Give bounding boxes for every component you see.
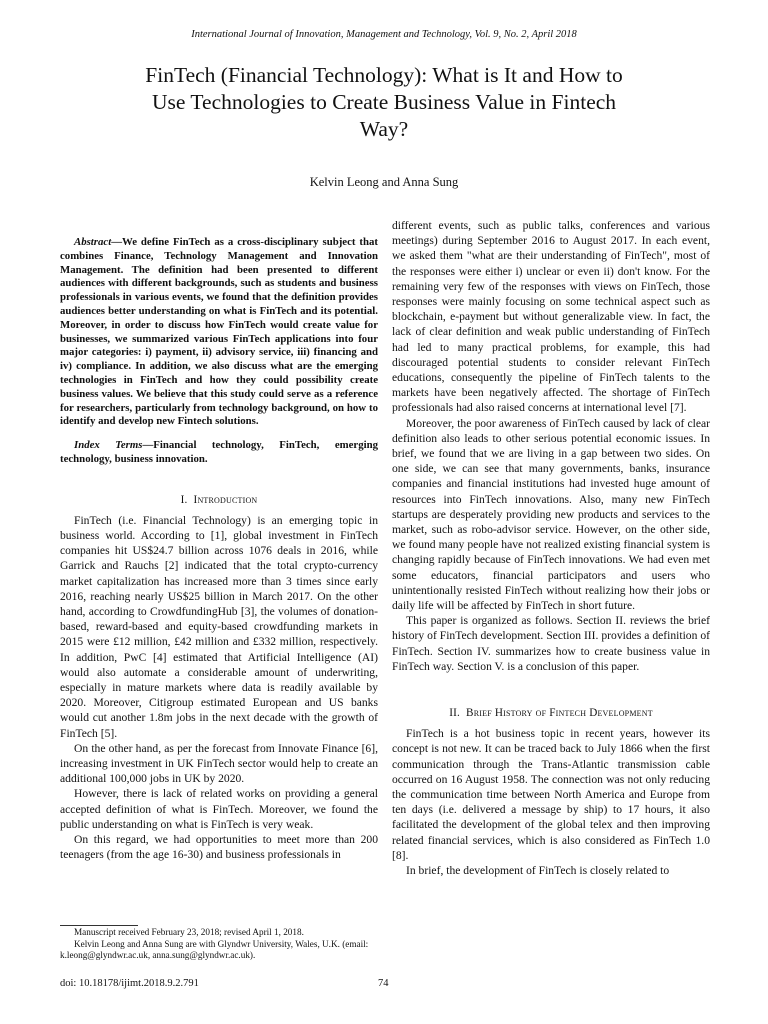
author-line: Kelvin Leong and Anna Sung [309,175,459,189]
body-paragraph: FinTech (i.e. Financial Technology) is an emerging topic in business world. According to [1], global investment in FinTech companies hit US$24.7 billion across 1076 deals in 2016, while Garrick and Rauchs [2] indicated that the total crypto-currency market capitalization has increased more than 3 times since early 2016, reaching nearly US$25 billion in March 2017. On the other hand, according to CrowdfundingHub [3], the volumes of donation-based, reward-based and equity-based crowdfunding markets in 2015 were £12 million, £42 million and £332 million, respectively. In addition, PwC [4] estimated that Artificial Intelligence (AI) would also automate a considerable amount of underwriting, especially in mature markets where data is readily available by 2020. Moreover, Citigroup estimated European and US banks would cut another 1.8m jobs in the next decade with the growth of FinTech [5]. [60,513,378,740]
index-terms-label: Index Terms [74,439,143,452]
abstract-label: Abstract [74,236,112,248]
section-heading-history [392,706,710,720]
footnote-rule [60,925,138,926]
journal-header: International Journal of Innovation, Management and Technology, Vol. 9, No. 2, April 2018 [191,29,577,40]
left-column [60,236,378,862]
body-paragraph: On this regard, we had opportunities to meet more than 200 teenagers (from the age 16-30) and business professionals in [60,833,378,862]
index-terms-dash: — [142,439,154,452]
footnote-line: Manuscript received February 23, 2018; revised April 1, 2018. [74,927,304,937]
abstract-dash: — [111,236,122,248]
doi-label: doi: 10.18178/ijimt.2018.9.2.791 [60,978,199,989]
section-numeral: I. [180,493,188,506]
page-number: 74 [378,978,389,989]
footnote [60,927,378,962]
body-paragraph: Moreover, the poor awareness of FinTech caused by lack of clear definition also leads to other serious potential economic issues. In brief, we found that we are living in a gap between two sides. On one side, we can see that many governments, banks, insurance companies and financial institutions had invested huge amount of resources into FinTech innovations. Also, many new FinTech startups are desperately providing new products and services to the market, such as robo-advisor service. However, on the other side, we found many people have not realized existing financial system is changing rapidly because of FinTech innovations. We had even met some educators, financial participators and users who unintentionally resisted FinTech without realizing how their jobs or daily life will be affected by FinTech in short future. [392,416,710,613]
section-heading-introduction [60,493,378,507]
footnote-line: Kelvin Leong and Anna Sung are with Glyndwr University, Wales, U.K. (email: k.leong@glyndwr.ac.uk, anna.sung@glyndwr.ac.uk). [60,938,369,961]
right-column [392,218,710,878]
body-paragraph: This paper is organized as follows. Section II. reviews the brief history of FinTech development. Section III. provides a definition of FinTech. Section IV. summarizes how to create business value in FinTech way. Section V. is a conclusion of this paper. [392,614,710,673]
section-numeral: II. [449,707,461,720]
section-title: Introduction [193,493,258,506]
paper-title [80,62,688,143]
abstract-text: We define FinTech as a cross-disciplinary subject that combines Finance, Technology Management and Innovation Management. The definition had been presented to different audiences with different backgrounds, such as students and business professionals in various events, we found that the definition provides audiences better understanding on what is FinTech and its potential. Moreover, in order to discuss how FinTech would create value for businesses, we summarized various FinTech applications into four major categories: i) payment, ii) advisory service, iii) financing and iv) compliance. In addition, we also discuss what are the emerging technologies in FinTech and how they could possibility create business values. We believe that this study could serve as a reference for researchers, particularly from technology background, on how to identify and develop new Fintech solutions. [60,236,378,428]
section-title: Brief History of Fintech Development [466,707,653,720]
body-paragraph: However, there is lack of related works on providing a general accepted definition of what is FinTech. Moreover, we found the public understanding on what is FinTech is very weak. [60,787,378,831]
body-paragraph: In brief, the development of FinTech is closely related to [406,863,670,877]
title-line: FinTech (Financial Technology): What is It and How to [145,63,623,87]
body-paragraph: FinTech is a hot business topic in recent years, however its concept is not new. It can be traced back to July 1866 when the first communication through the Trans-Atlantic transmission cable occurred on 16 August 1958. The connection was not only reducing the communication time between North America and Europe from ten days (i.e. delivered a message by ship) to 17 hours, it also facilitated the development of the global telex and then improving related financial services, which is also considered as FinTech 1.0 [8]. [392,727,710,862]
title-line: Way? [359,117,409,141]
body-paragraph: On the other hand, as per the forecast from Innovate Finance [6], increasing investment in UK FinTech sector would help to create an additional 100,000 jobs in UK by 2020. [60,741,378,786]
index-terms-text: Financial technology, FinTech, emerging technology, business innovation. [60,439,378,465]
index-terms [60,439,378,467]
body-paragraph: different events, such as public talks, conferences and various meetings) during September 2016 to August 2017. In each event, we asked them "what are their understanding of FinTech", most of the responses were either i) unclear or even ii) don't know. For the remaining very few of the responses with views on FinTech, those responses were mainly focusing on some technical aspect such as blockchain, e-payment but without generalizable view. In fact, the lack of clear definition and weak public understanding of FinTech had led to many practical problems, for example, this had discouraged potential students to consider relevant FinTech educations, consequently the pipeline of FinTech talents to the markets have been negatively affected. The shortage of FinTech professionals had also raised concerns at international level [7]. [392,219,710,415]
title-line: Use Technologies to Create Business Value in Fintech [151,90,617,114]
abstract [60,236,378,429]
